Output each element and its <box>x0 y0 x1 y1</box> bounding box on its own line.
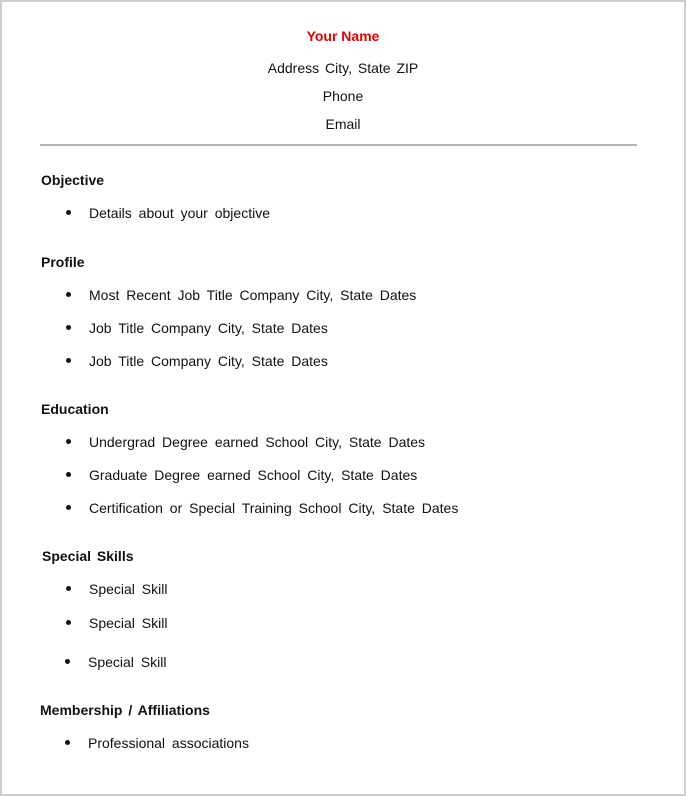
bullet-icon <box>66 620 71 625</box>
bullet-icon <box>66 472 71 477</box>
bullet-icon <box>66 210 71 215</box>
contact-address: Address City, State ZIP <box>267 60 419 76</box>
education-item: Graduate Degree earned School City, State Dates <box>89 467 418 483</box>
bullet-icon <box>66 586 71 591</box>
bullet-icon <box>65 659 70 664</box>
resume-name: Your Name <box>306 28 380 44</box>
contact-email: Email <box>325 116 361 132</box>
bullet-icon <box>65 740 70 745</box>
skill-item: Special Skill <box>89 581 168 597</box>
skill-item: Special Skill <box>88 654 167 670</box>
profile-item: Job Title Company City, State Dates <box>89 320 328 336</box>
bullet-icon <box>66 358 71 363</box>
objective-item: Details about your objective <box>89 205 270 221</box>
profile-item: Job Title Company City, State Dates <box>89 353 328 369</box>
section-heading-membership: Membership / Affiliations <box>40 702 210 718</box>
skill-item: Special Skill <box>89 615 168 631</box>
bullet-icon <box>66 439 71 444</box>
education-item: Certification or Special Training School City, State Dates <box>89 500 459 516</box>
section-heading-special-skills: Special Skills <box>42 548 134 564</box>
profile-item: Most Recent Job Title Company City, State Dates <box>89 287 417 303</box>
contact-phone: Phone <box>322 88 364 104</box>
section-heading-profile: Profile <box>41 254 85 270</box>
section-heading-education: Education <box>41 401 109 417</box>
section-heading-objective: Objective <box>41 172 105 188</box>
bullet-icon <box>66 505 71 510</box>
education-item: Undergrad Degree earned School City, State Dates <box>89 434 426 450</box>
bullet-icon <box>66 325 71 330</box>
membership-item: Professional associations <box>88 735 249 751</box>
bullet-icon <box>66 292 71 297</box>
header-divider <box>40 144 637 146</box>
